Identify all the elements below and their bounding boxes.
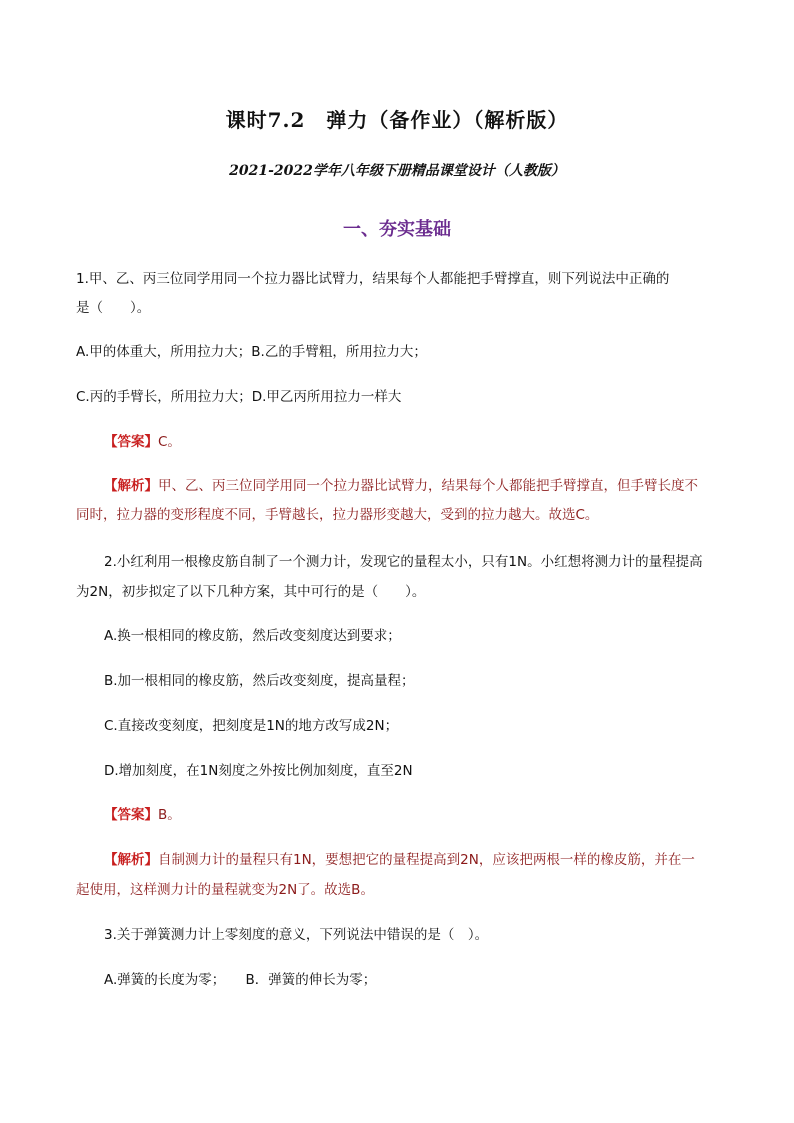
analysis-label: 【解析】 (104, 478, 158, 494)
q2-option-d: D.增加刻度，在1N刻度之外按比例加刻度，直至2N (104, 763, 413, 779)
q1-analysis-line2: 同时，拉力器的变形程度不同，手臂越长，拉力器形变越大，受到的拉力越大。故选C。 (76, 507, 599, 523)
answer-value: C。 (158, 434, 181, 450)
q1-options-cd: C.丙的手臂长，所用拉力大；D.甲乙丙所用拉力一样大 (76, 389, 402, 405)
answer-value: B。 (158, 807, 181, 823)
q2-option-c: C.直接改变刻度，把刻度是1N的地方改写成2N； (104, 718, 399, 734)
q1-stem-line1: 1.甲、乙、丙三位同学用同一个拉力器比试臂力，结果每个人都能把手臂撑直，则下列说法中正确的 (76, 271, 670, 287)
q3-stem-line1: 3.关于弹簧测力计上零刻度的意义，下列说法中错误的是（ ）。 (104, 927, 489, 943)
q2-stem-line2: 为2N，初步拟定了以下几种方案，其中可行的是（ ）。 (76, 584, 426, 600)
q2-analysis-line1 (104, 846, 722, 875)
q2-analysis-line2: 起使用，这样测力计的量程就变为2N了。故选B。 (76, 882, 374, 898)
answer-label: 【答案】 (104, 807, 158, 823)
q1-answer (104, 428, 750, 457)
q1-stem-line2: 是（ ）。 (76, 300, 151, 316)
q3-options-ab: A.弹簧的长度为零； B．弹簧的伸长为零； (104, 972, 377, 988)
q2-answer (104, 801, 750, 830)
page-title: 课时7.2 弹力（备作业）（解析版） (225, 108, 569, 132)
answer-label: 【答案】 (104, 434, 158, 450)
q1-options-ab: A.甲的体重大，所用拉力大；B.乙的手臂粗，所用拉力大； (76, 344, 427, 360)
analysis-text: 自制测力计的量程只有1N，要想把它的量程提高到2N，应该把两根一样的橡皮筋，并在一 (158, 852, 695, 868)
analysis-text: 甲、乙、丙三位同学用同一个拉力器比试臂力，结果每个人都能把手臂撑直，但手臂长度不 (158, 478, 698, 494)
analysis-label: 【解析】 (104, 852, 158, 868)
section-heading: 一、夯实基础 (343, 219, 451, 240)
q2-option-a: A.换一根相同的橡皮筋，然后改变刻度达到要求； (104, 628, 401, 644)
q2-option-b: B.加一根相同的橡皮筋，然后改变刻度，提高量程； (104, 673, 415, 689)
q1-analysis-line1 (104, 472, 722, 501)
q2-stem-line1: 2.小红利用一根橡皮筋自制了一个测力计，发现它的量程太小，只有1N。小红想将测力计的量程提高 (104, 554, 703, 570)
page-subtitle: 2021-2022学年八年级下册精品课堂设计（人教版） (229, 163, 565, 179)
